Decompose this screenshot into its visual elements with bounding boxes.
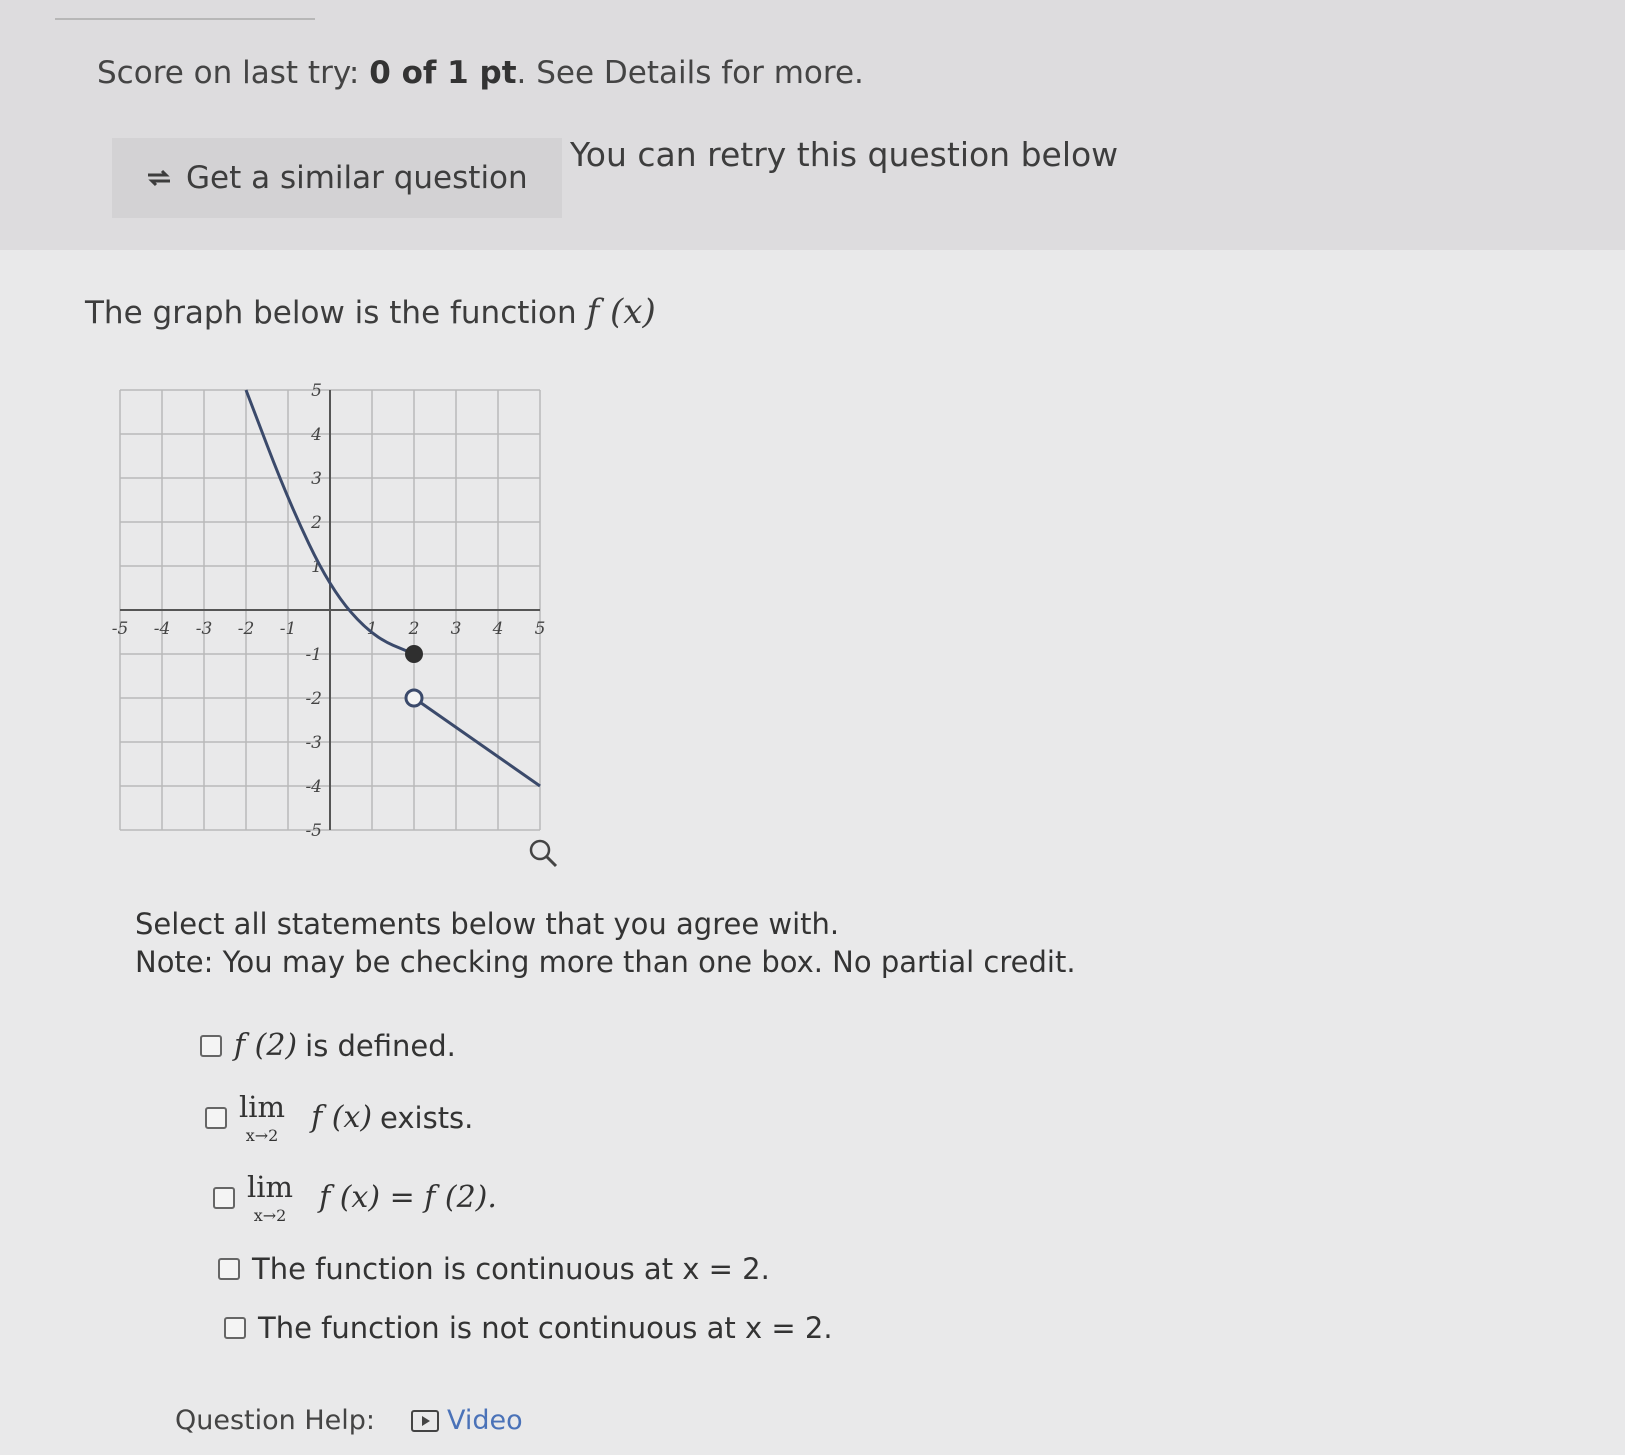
option-text: is defined.: [305, 1028, 456, 1063]
function-label: f (x): [586, 292, 656, 332]
y-tick-label: 3: [311, 469, 322, 489]
option-not-continuous[interactable]: [224, 1311, 833, 1345]
closed-point: [405, 645, 423, 663]
x-tick-label: -5: [111, 619, 129, 639]
score-suffix: . See Details for more.: [516, 55, 864, 91]
option-text: exists.: [380, 1100, 474, 1135]
y-tick-label: -4: [305, 777, 322, 797]
x-tick-label: -1: [279, 619, 297, 639]
checkbox[interactable]: [200, 1035, 222, 1057]
function-graph: [100, 380, 580, 880]
checkbox[interactable]: [205, 1107, 227, 1129]
refresh-icon: [142, 161, 176, 195]
question-help: [175, 1405, 523, 1436]
y-tick-label: 5: [311, 381, 322, 401]
score-text: [97, 55, 864, 91]
x-tick-label: -3: [195, 619, 213, 639]
y-tick-label: -3: [305, 733, 322, 753]
magnifier-icon: [531, 841, 549, 859]
option-math: f (2): [234, 1028, 298, 1063]
video-icon: [411, 1410, 439, 1432]
limit-notation: [247, 1170, 293, 1225]
y-tick-label: -2: [305, 689, 322, 709]
divider: [55, 18, 315, 20]
instructions: [135, 905, 1076, 981]
option-text: The function is not continuous at x = 2.: [258, 1311, 833, 1345]
x-tick-label: 4: [492, 619, 504, 639]
y-tick-label: 1: [311, 557, 322, 577]
checkbox[interactable]: [213, 1187, 235, 1209]
option-text: The function is continuous at x = 2.: [252, 1252, 770, 1286]
checkbox[interactable]: [218, 1258, 240, 1280]
x-tick-label: 1: [366, 619, 378, 639]
instruction-line-1: Select all statements below that you agree with.: [135, 907, 840, 941]
y-tick-label: 2: [311, 513, 322, 533]
y-tick-label: 4: [311, 425, 322, 445]
option-continuous[interactable]: [218, 1252, 770, 1286]
lim-word: lim: [247, 1170, 294, 1204]
retry-message: You can retry this question below: [570, 135, 1119, 174]
open-point: [406, 690, 422, 706]
lim-subscript: x→2: [253, 1206, 287, 1225]
lim-word: lim: [239, 1090, 286, 1124]
video-link[interactable]: [383, 1405, 523, 1436]
y-tick-label: -1: [305, 645, 322, 665]
option-limit-exists[interactable]: [205, 1090, 473, 1145]
question-intro: [85, 292, 656, 332]
x-tick-label: 2: [408, 619, 420, 639]
limit-notation: [239, 1090, 285, 1145]
lim-subscript: x→2: [245, 1126, 279, 1145]
question-intro-text: The graph below is the function: [85, 295, 577, 331]
x-tick-label: -4: [153, 619, 171, 639]
x-tick-label: -2: [237, 619, 255, 639]
get-similar-question-button[interactable]: [112, 138, 562, 218]
video-label: Video: [447, 1405, 523, 1436]
y-tick-label: -5: [305, 821, 322, 841]
instruction-line-2: Note: You may be checking more than one box. No partial credit.: [135, 945, 1076, 979]
x-tick-label: 3: [450, 619, 462, 639]
option-limit-equals-value[interactable]: [213, 1170, 505, 1225]
magnifier-handle: [547, 857, 556, 866]
similar-button-label: Get a similar question: [186, 160, 528, 196]
option-math: f (x) = f (2).: [319, 1180, 497, 1215]
x-tick-label: 5: [534, 619, 546, 639]
checkbox[interactable]: [224, 1317, 246, 1339]
option-f2-defined[interactable]: [200, 1028, 456, 1063]
option-math: f (x): [311, 1100, 373, 1135]
score-value: 0 of 1 pt: [369, 55, 517, 91]
score-prefix: Score on last try:: [97, 55, 370, 91]
help-label: Question Help:: [175, 1405, 375, 1436]
